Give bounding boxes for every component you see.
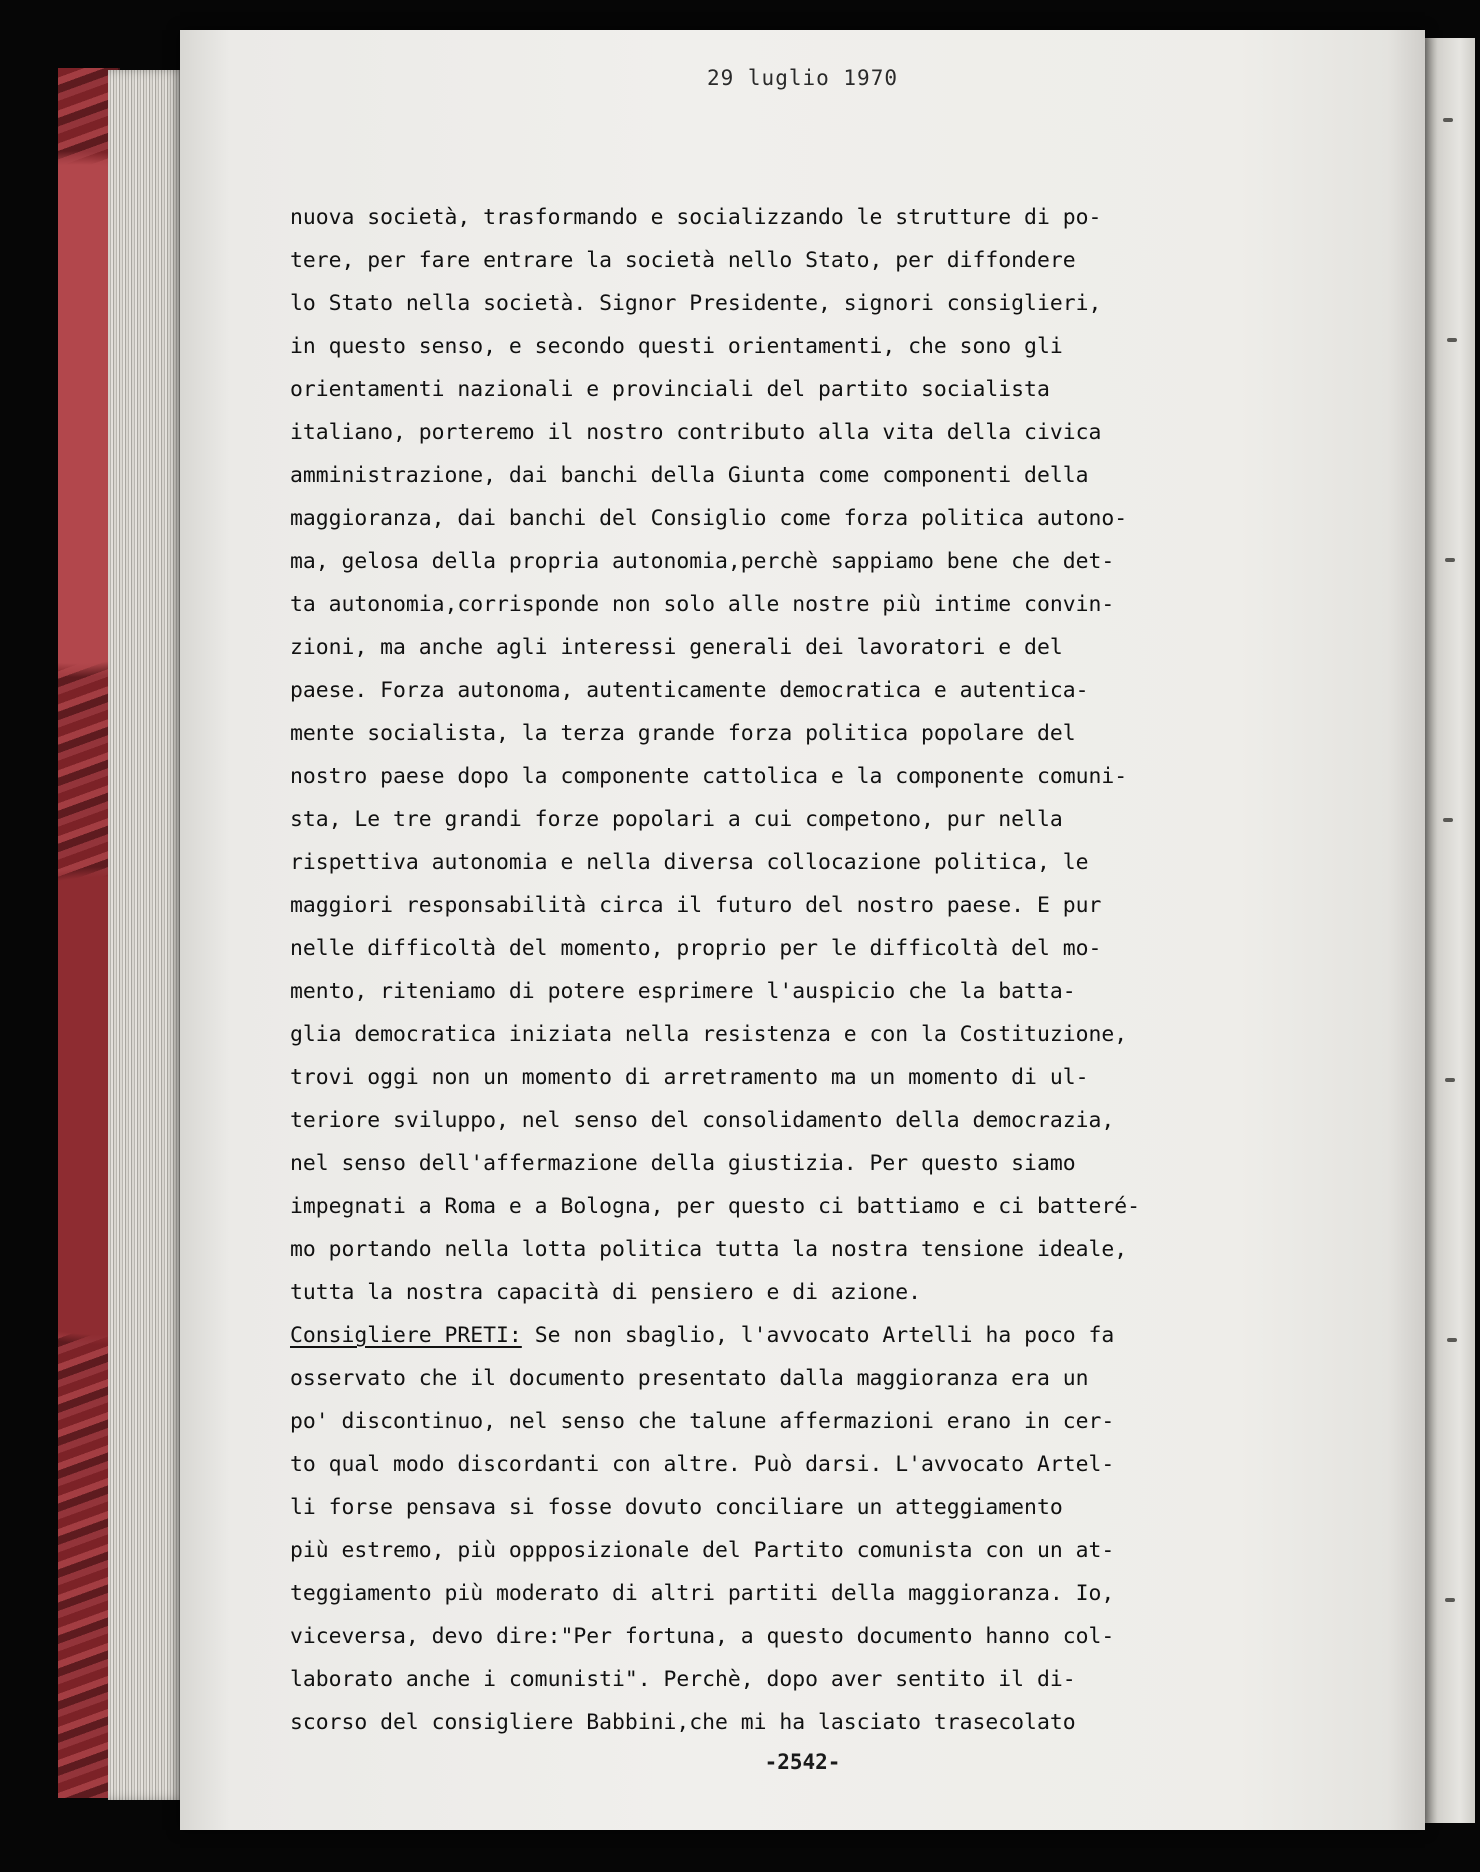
text-line: impegnati a Roma e a Bologna, per questo ci battiamo e ci batteré- [290, 1194, 1140, 1219]
text-line: osservato che il documento presentato dalla maggioranza era un [290, 1366, 1089, 1391]
text-line: teriore sviluppo, nel senso del consolidamento della democrazia, [290, 1108, 1115, 1133]
text-line: ma, gelosa della propria autonomia,perchè sappiamo bene che det- [290, 549, 1115, 574]
document-page [180, 30, 1425, 1830]
text-line: nuova società, trasformando e socializzando le strutture di po- [290, 205, 1102, 230]
text-line: viceversa, devo dire:"Per fortuna, a questo documento hanno col- [290, 1624, 1115, 1649]
text-line: mo portando nella lotta politica tutta la nostra tensione ideale, [290, 1237, 1128, 1262]
page-edges-stack [108, 70, 186, 1800]
text-line: nelle difficoltà del momento, proprio per le difficoltà del mo- [290, 936, 1102, 961]
text-line: li forse pensava si fosse dovuto conciliare un atteggiamento [290, 1495, 1063, 1520]
text-line: nel senso dell'affermazione della giustizia. Per questo siamo [290, 1151, 1076, 1176]
next-page-edge [1425, 38, 1475, 1823]
text-line: paese. Forza autonoma, autenticamente democratica e autentica- [290, 678, 1089, 703]
page-body [290, 196, 1400, 1744]
speaker-line [290, 1314, 1400, 1357]
text-line: più estremo, più oppposizionale del Partito comunista con un at- [290, 1538, 1115, 1563]
text-line: zioni, ma anche agli interessi generali dei lavoratori e del [290, 635, 1063, 660]
text-line: mento, riteniamo di potere esprimere l'auspicio che la batta- [290, 979, 1076, 1004]
text-line: nostro paese dopo la componente cattolica e la componente comuni- [290, 764, 1128, 789]
text-line: maggiori responsabilità circa il futuro del nostro paese. E pur [290, 893, 1102, 918]
text-line: in questo senso, e secondo questi orientamenti, che sono gli [290, 334, 1063, 359]
text-line: amministrazione, dai banchi della Giunta come componenti della [290, 463, 1089, 488]
text-line: ta autonomia,corrisponde non solo alle nostre più intime convin- [290, 592, 1115, 617]
text-line: lo Stato nella società. Signor Presidente, signori consiglieri, [290, 291, 1102, 316]
text-line: tutta la nostra capacità di pensiero e di azione. [290, 1280, 922, 1305]
text-line: trovi oggi non un momento di arretramento ma un momento di ul- [290, 1065, 1089, 1090]
text-line: scorso del consigliere Babbini,che mi ha lasciato trasecolato [290, 1710, 1076, 1735]
text-line: to qual modo discordanti con altre. Può darsi. L'avvocato Artel- [290, 1452, 1115, 1477]
speaker-label: Consigliere PRETI: [290, 1323, 522, 1348]
text-line: italiano, porteremo il nostro contributo alla vita della civica [290, 420, 1102, 445]
text-line: mente socialista, la terza grande forza politica popolare del [290, 721, 1076, 746]
text-line: glia democratica iniziata nella resistenza e con la Costituzione, [290, 1022, 1128, 1047]
text-line: maggioranza, dai banchi del Consiglio come forza politica autono- [290, 506, 1128, 531]
text-line: orientamenti nazionali e provinciali del partito socialista [290, 377, 1050, 402]
text-line: sta, Le tre grandi forze popolari a cui competono, pur nella [290, 807, 1063, 832]
text-line: laborato anche i comunisti". Perchè, dopo aver sentito il di- [290, 1667, 1076, 1692]
text-line: teggiamento più moderato di altri partiti della maggioranza. Io, [290, 1581, 1115, 1606]
speaker-line-text: Se non sbaglio, l'avvocato Artelli ha poco fa [534, 1323, 1115, 1348]
page-date-header: 29 luglio 1970 [706, 66, 898, 90]
text-line: po' discontinuo, nel senso che talune affermazioni erano in cer- [290, 1409, 1115, 1434]
text-line: tere, per fare entrare la società nello Stato, per diffondere [290, 248, 1076, 273]
page-number: -2542- [764, 1750, 841, 1774]
text-line: rispettiva autonomia e nella diversa collocazione politica, le [290, 850, 1089, 875]
